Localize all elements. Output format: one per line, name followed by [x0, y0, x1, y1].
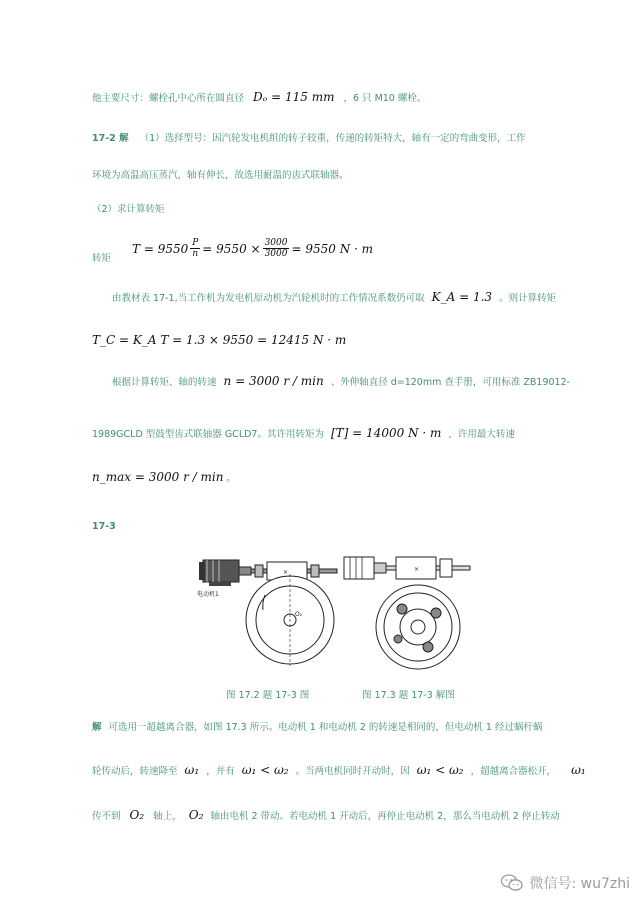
- p5-formula: n = 3000 r / min: [223, 374, 324, 388]
- section-17-2-p6: [92, 426, 515, 442]
- fig1-o2-label: O₂: [295, 611, 303, 618]
- section-17-2-p2-head: （2）求计算转矩: [92, 204, 165, 215]
- p3-text: 由教材表 17-1,当工作机为发电机原动机为汽轮机时的工作情况系数仍可取: [112, 293, 425, 304]
- p1-bold: 解: [92, 722, 102, 733]
- p3-b: 轴上，: [153, 811, 182, 822]
- torque-formula: [132, 238, 373, 259]
- caption-figure-17-3: 图 17.3 题 17-3 解图: [362, 690, 455, 701]
- p2-w1b: ω₁: [571, 763, 586, 777]
- line-bolt-circle: [92, 90, 426, 106]
- p2-d: ，超越离合器松开，: [470, 766, 557, 777]
- frac2-den: 3000: [264, 249, 288, 259]
- p3-formula: K_A = 1.3: [431, 290, 493, 304]
- section-17-2-p1a-text: （1）选择型号：因汽轮发电机组的转子较重，传递的转矩特大，轴有一定的弯曲变形，工作: [139, 133, 526, 144]
- p2-a: 轮传动后，转速降至: [92, 766, 178, 777]
- p2-w1: ω₁: [184, 763, 200, 777]
- frac1-den: n: [192, 249, 199, 259]
- frac2-num: 3000: [264, 238, 288, 248]
- caption-figure-17-2: 图 17.2 题 17-3 图: [226, 690, 310, 701]
- p4-formula: T_C = K_A T = 1.3 × 9550 = 12415 N · m: [92, 333, 347, 347]
- p5-text: 根据计算转矩、轴的转速: [112, 377, 217, 388]
- section-17-2-p3: [112, 290, 556, 306]
- p2-ineq: ω₁ < ω₂: [241, 763, 289, 777]
- watermark: [501, 873, 630, 893]
- p2-ineq2: ω₁ < ω₂: [416, 763, 464, 777]
- section-17-3-p2: [92, 763, 586, 779]
- p3-after: 。则计算转矩: [499, 293, 557, 304]
- p6-after: ，许用最大转速: [448, 429, 515, 440]
- line1-formula: Dₒ = 115 mm: [253, 90, 335, 104]
- section-17-2-p5: [112, 374, 570, 390]
- frac1-num: P: [192, 238, 199, 248]
- fig1-x-mark: ×: [283, 569, 289, 576]
- torque-mid: = 9550 ×: [202, 241, 261, 256]
- p2-c: 。当两电机同时开动时，因: [295, 766, 410, 777]
- fig1-motor-label: 电动机1: [197, 591, 219, 598]
- p3-c: 轴由电机 2 带动。若电动机 1 开动后，再停止电动机 2，那么当电动机 2 停止转动: [210, 811, 560, 822]
- torque-rhs: = 9550 N · m: [291, 241, 374, 256]
- torque-frac2: [263, 238, 290, 259]
- figure-17-2: [195, 550, 345, 670]
- fig2-x-mark: ×: [414, 566, 420, 573]
- torque-label: 转矩: [92, 253, 112, 264]
- torque-lhs: T = 9550: [132, 241, 189, 256]
- p7-formula: n_max = 3000 r / min: [92, 470, 224, 484]
- p7-after: 。: [226, 473, 236, 484]
- line1-text: 他主要尺寸：螺栓孔中心所在圆直径: [92, 93, 245, 104]
- section-17-2-label: 17-2 解: [92, 133, 129, 144]
- section-17-2-p1a: [92, 132, 526, 146]
- p6-formula: [T] = 14000 N · m: [331, 426, 442, 440]
- wechat-icon: [501, 874, 523, 892]
- section-17-2-p4: [92, 333, 346, 349]
- p3-a: 传不到: [92, 811, 121, 822]
- line1-after: ，6 只 M10 螺栓。: [343, 93, 427, 104]
- p2-b: ，并有: [206, 766, 235, 777]
- figure-17-3: [340, 547, 480, 672]
- section-17-2-p1b: 环境为高温高压蒸汽，轴有伸长，故选用耐温的齿式联轴器。: [92, 170, 349, 181]
- p3-o2: O₂: [129, 808, 145, 822]
- p3-o2b: O₂: [188, 808, 204, 822]
- p6-text: 1989GCLD 型鼓型齿式联轴器 GCLD7。其许用转矩为: [92, 429, 324, 440]
- section-17-2-p7: [92, 470, 236, 486]
- watermark-text: 微信号: wu7zhi: [529, 876, 630, 892]
- p1-text: 可选用一超越离合器，如图 17.3 所示。电动机 1 和电动机 2 的转速是相同的，但电动机 1 经过蜗杆蜗: [108, 722, 543, 733]
- p5-after: 、外伸轴直径 d=120mm 查手册，可用标准 ZB19012-: [330, 377, 571, 388]
- section-17-3-label: 17-3: [92, 521, 116, 532]
- torque-frac1: [190, 238, 200, 259]
- section-17-3-p1: [92, 721, 543, 735]
- section-17-3-p3: [92, 808, 560, 824]
